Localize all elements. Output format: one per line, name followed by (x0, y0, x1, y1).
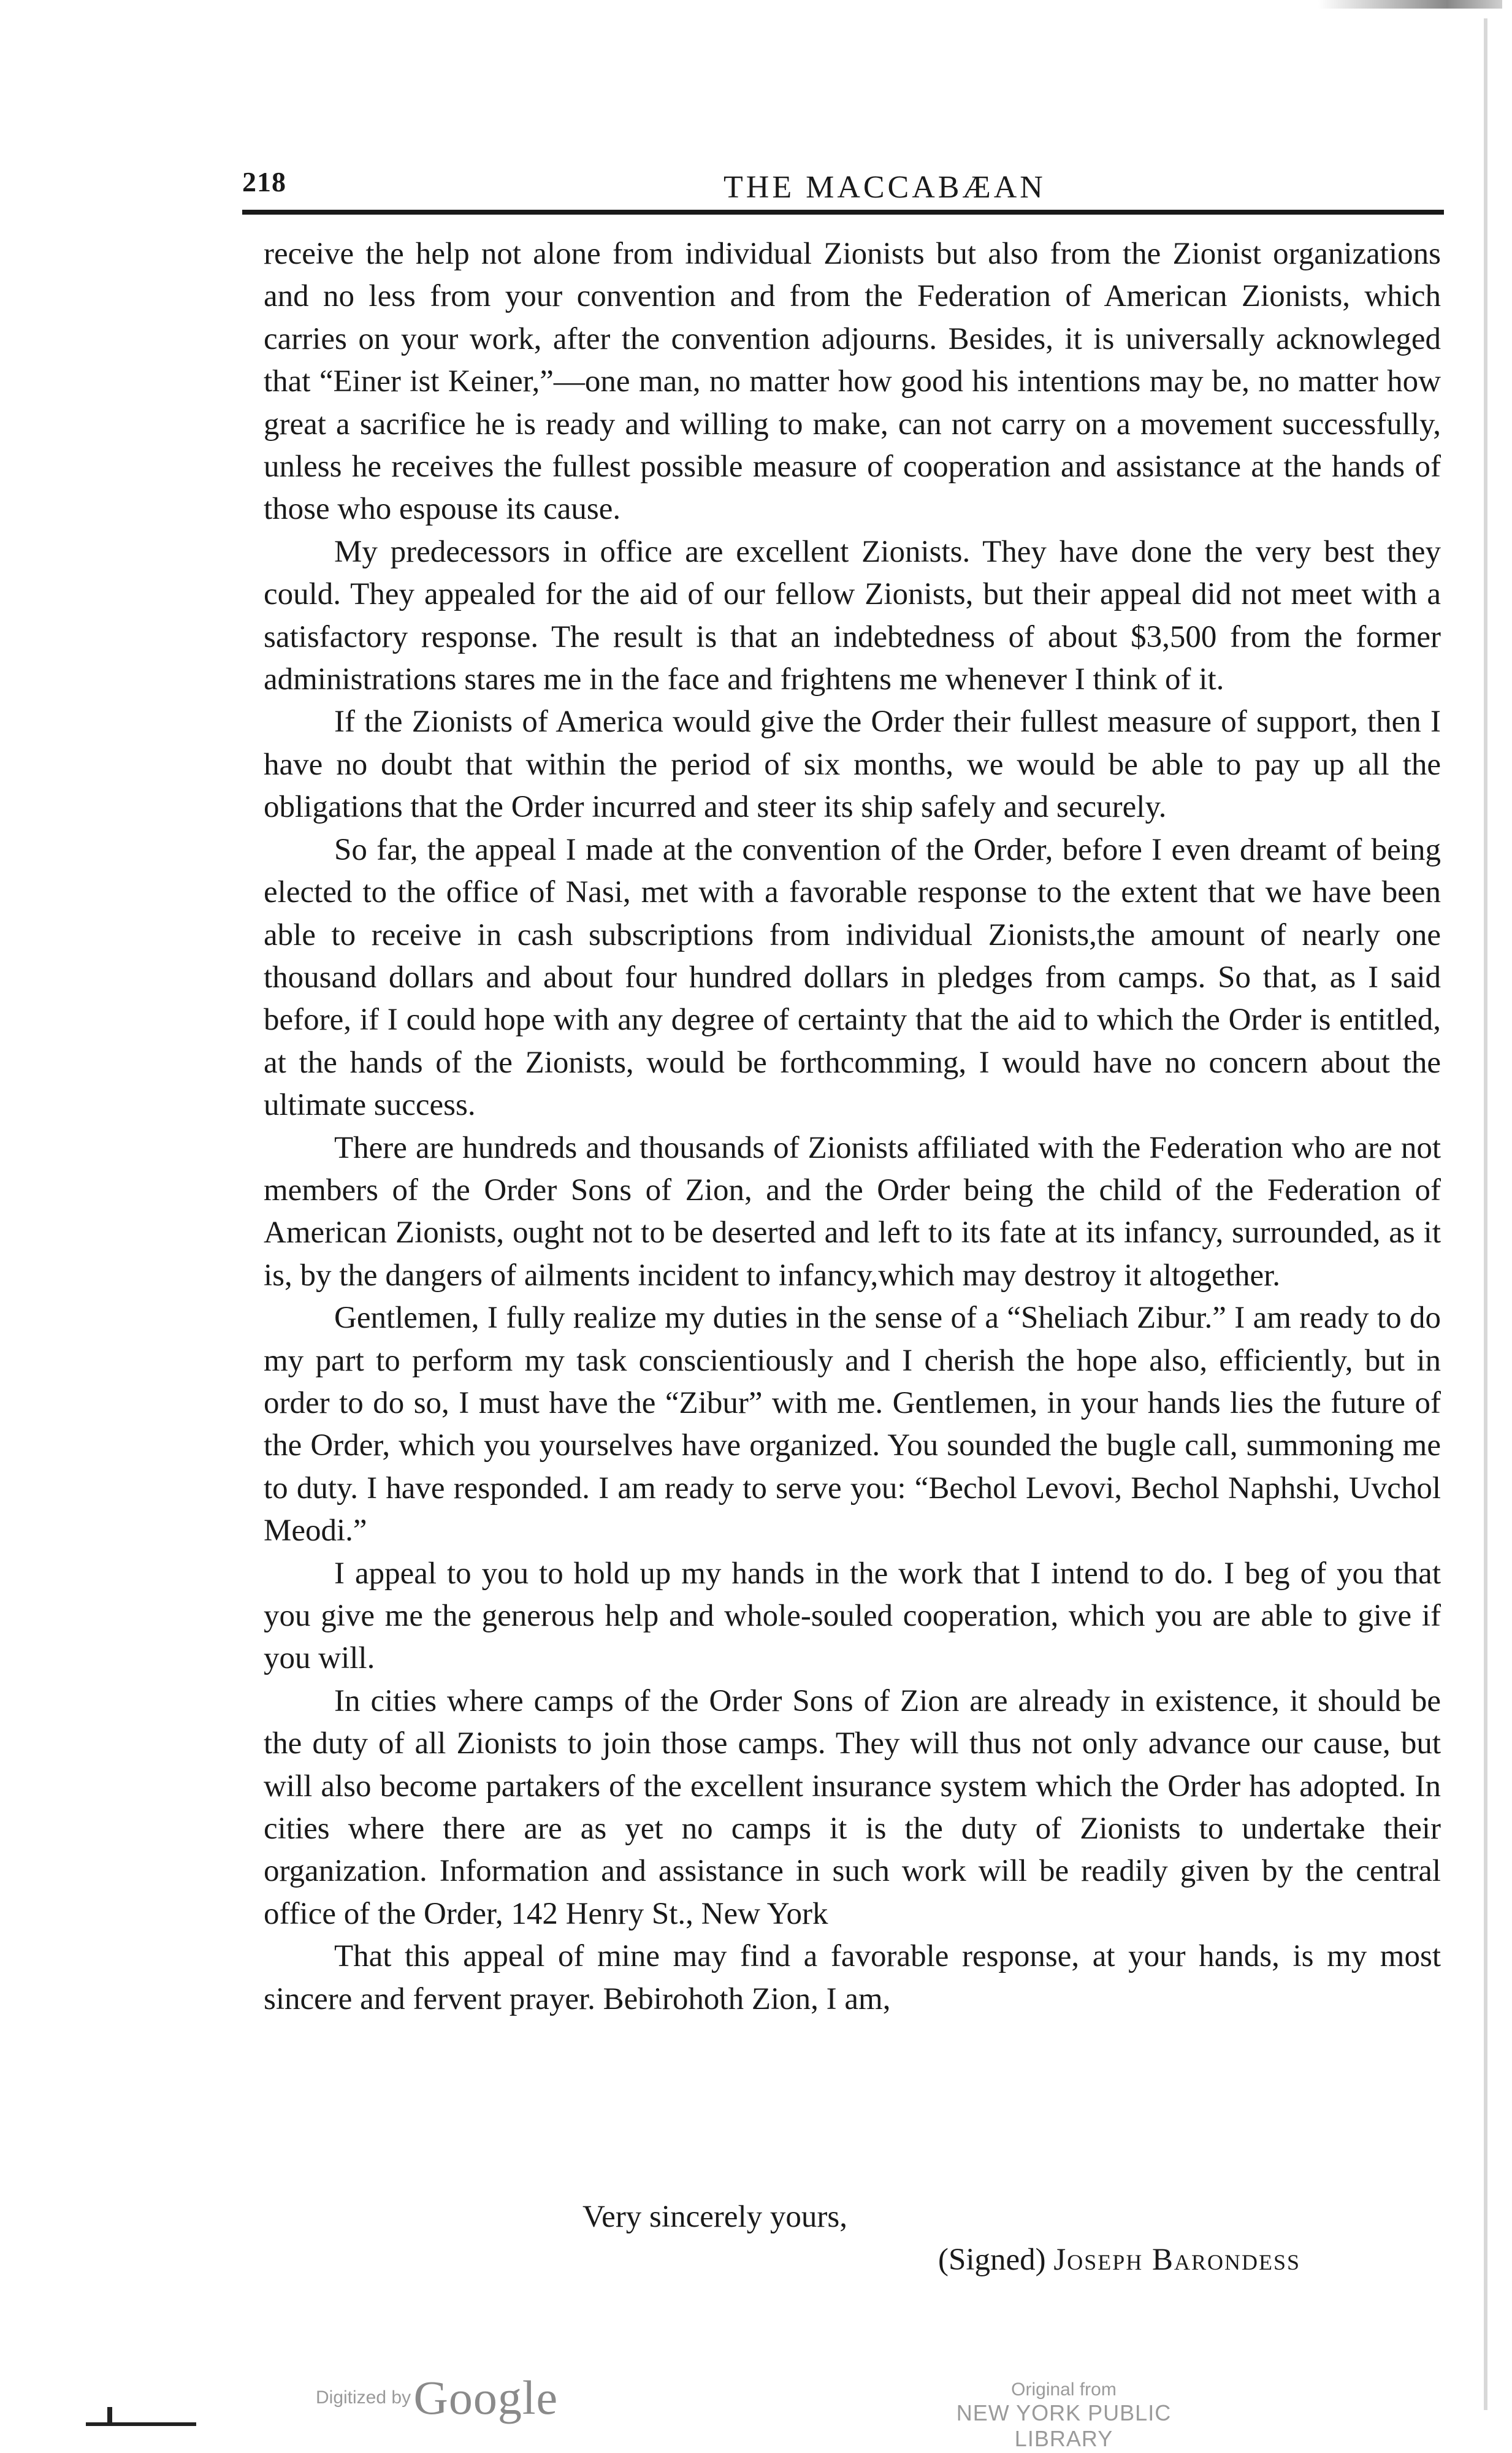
paragraph: That this appeal of mine may find a favorable response, at your hands, is my most sincere and fervent prayer. Bebirohoth Zion, I am, (264, 1939, 1441, 2016)
running-title: THE MACCABÆAN (724, 170, 1046, 205)
page-header (242, 166, 1444, 215)
paragraph: receive the help not alone from individual Zionists but also from the Zionist organizations and no less from your convention and from the Federation of American Zionists, which carries on your work, after the convention adjourns. Besides, it is universally acknowleged that “Einer ist Keiner,”—one man, no matter how good his intentions may be, no matter how great a sacrifice he is ready and willing to make, can not carry on a movement successfully, unless he receives the fullest possible measure of cooperation and assistance at the hands of those who espouse its cause. (264, 237, 1441, 527)
original-from-text: Original from (1011, 2379, 1117, 2400)
scan-artifact (86, 2422, 196, 2426)
original-from-watermark (917, 2379, 1211, 2452)
paragraph: There are hundreds and thousands of Zionists affiliated with the Federation who are not members of the Order Sons of Zion, and the Order being the child of the Federation of American Zionists, ought not to be deserted and left to its fate at its infancy, surrounded, as it is, by the dangers of ailments incident to infancy,which may destroy it altogether. (264, 1130, 1441, 1293)
letter-body (264, 233, 1441, 2021)
signer-name: Joseph Barondess (1053, 2243, 1301, 2277)
page-edge-shadow (1484, 18, 1487, 2410)
paragraph: My predecessors in office are excellent Zionists. They have done the very best they could. They appealed for the aid of our fellow Zionists, but their appeal did not meet with a satisfactory response. The result is that an indebtedness of about $3,500 from the former administrations stares me in the face and frightens me whenever I think of it. (264, 534, 1441, 697)
digitized-by-text: Digitized by (316, 2387, 411, 2408)
valediction: Very sincerely yours, (582, 2200, 847, 2234)
scan-smudge (1318, 0, 1502, 9)
signed-prefix: (Signed) (938, 2243, 1046, 2277)
header-rule (242, 210, 1444, 215)
paragraph: I appeal to you to hold up my hands in the work that I intend to do. I beg of you that you give me the generous help and whole-souled cooperation, which you are able to give if you will. (264, 1556, 1441, 1676)
page-number: 218 (242, 166, 286, 197)
paragraph: So far, the appeal I made at the convention of the Order, before I even dreamt of being elected to the office of Nasi, met with a favorable response to the extent that we have been able to receive in cash subscriptions from individual Zionists,the amount of nearly one thousand dollars and about four hundred dollars in pledges from camps. So that, as I said before, if I could hope with any degree of certainty that the aid to which the Order is entitled, at the hands of the Zionists, would be forthcomming, I would have no concern about the ultimate success. (264, 832, 1441, 1123)
paragraph: If the Zionists of America would give the Order their fullest measure of support, then I have no doubt that within the period of six months, we would be able to pay up all the obligations that the Order incurred and steer its ship safely and securely. (264, 705, 1441, 825)
scan-artifact (107, 2407, 112, 2425)
paragraph: Gentlemen, I fully realize my duties in the sense of a “Sheliach Zibur.” I am ready to do my part to perform my task conscientiously and I cherish the hope also, efficiently, but in order to do so, I must have the “Zibur” with me. Gentlemen, in your hands lies the future of the Order, which you yourselves have organized. You sounded the bugle call, summoning me to duty. I have responded. I am ready to serve you: “Bechol Levovi, Bechol Naphshi, Uvchol Meodi.” (264, 1301, 1441, 1548)
letter-closing (264, 2195, 1441, 2281)
paragraph: In cities where camps of the Order Sons of Zion are already in existence, it should be the duty of all Zionists to join those camps. They will thus not only advance our cause, but will also become partakers of the excellent insurance system which the Order has adopted. In cities where there are as yet no camps it is the duty of Zionists to undertake their organization. Information and assistance in such work will be readily given by the central office of the Order, 142 Henry St., New York (264, 1683, 1441, 1931)
google-logo: Google (413, 2371, 559, 2424)
signature-line (938, 2238, 1441, 2281)
digitized-by-watermark (316, 2370, 558, 2425)
library-name: NEW YORK PUBLIC LIBRARY (956, 2400, 1172, 2451)
